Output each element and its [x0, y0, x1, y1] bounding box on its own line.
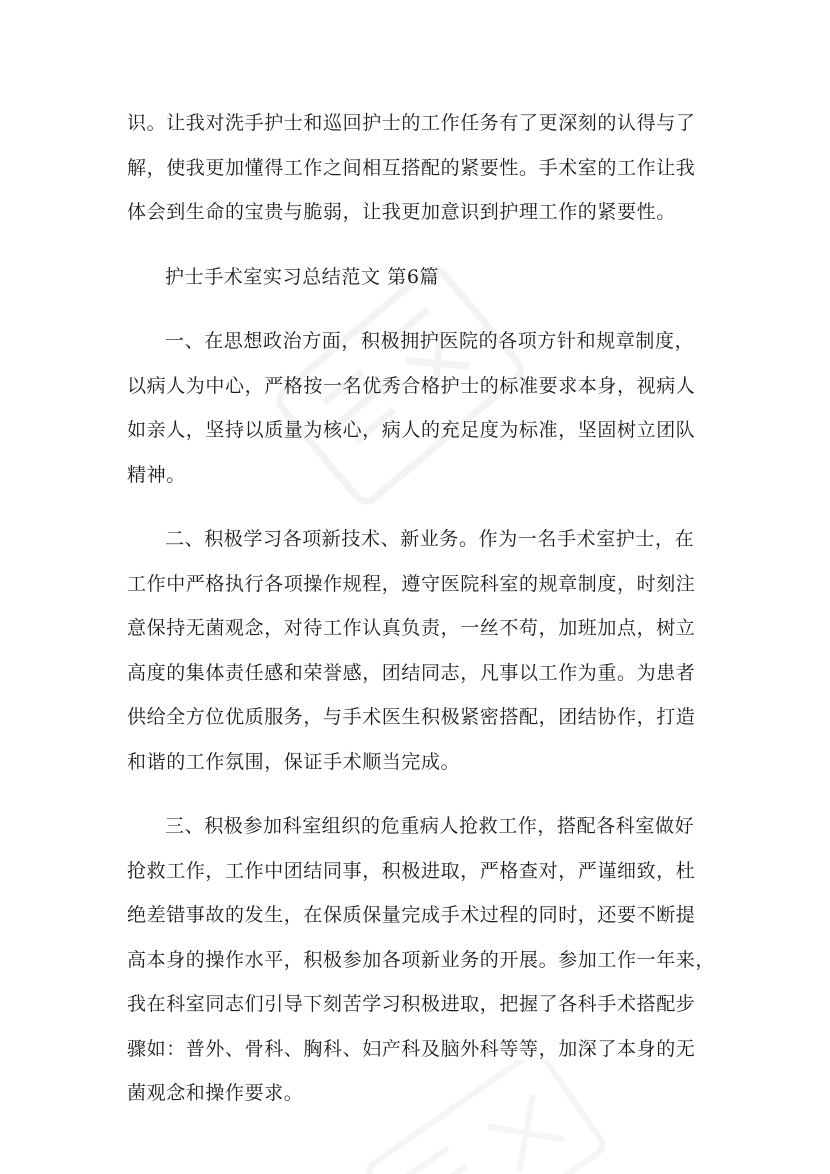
text-line: 解，使我更加懂得工作之间相互搭配的紧要性。手术室的工作让我 [127, 156, 696, 179]
intro-paragraph [127, 101, 707, 235]
document-body [127, 101, 716, 1116]
text-line: 高本身的操作水平，积极参加各项新业务的开展。参加工作一年来， [127, 948, 716, 971]
text-line: 高度的集体责任感和荣誉感，团结同志，凡事以工作为重。为患者 [127, 661, 696, 684]
paragraph-2 [127, 517, 707, 784]
paragraph-1 [127, 319, 707, 497]
text-line: 和谐的工作氛围，保证手术顺当完成。 [127, 750, 461, 773]
text-line: 识。让我对洗手护士和巡回护士的工作任务有了更深刻的认得与了 [127, 112, 696, 134]
section-heading: 护士手术室实习总结范文 第6篇 [165, 265, 440, 288]
text-line: 如亲人，坚持以质量为核心，病人的充足度为标准，坚固树立团队 [127, 419, 696, 441]
text-line: 精神。 [127, 463, 186, 486]
text-line: 供给全方位优质服务，与手术医生积极紧密搭配，团结协作，打造 [127, 706, 696, 728]
text-line: 工作中严格执行各项操作规程，遵守医院科室的规章制度，时刻注 [127, 572, 696, 595]
text-line: 意保持无菌观念，对待工作认真负责，一丝不苟，加班加点，树立 [127, 617, 696, 639]
text-line: 骤如：普外、骨科、胸科、妇产科及脑外科等等，加深了本身的无 [127, 1037, 696, 1060]
text-line: 菌观念和操作要求。 [127, 1082, 304, 1104]
text-line: 一、在思想政治方面，积极拥护医院的各项方针和规章制度， [165, 330, 695, 352]
text-line: 三、积极参加科室组织的危重病人抢救工作，搭配各科室做好 [165, 815, 695, 837]
text-line: 我在科室同志们引导下刻苦学习积极进取，把握了各科手术搭配步 [127, 993, 696, 1015]
text-line: 二、积极学习各项新技术、新业务。作为一名手术室护士，在 [165, 528, 695, 550]
text-line: 抢救工作，工作中团结同事，积极进取，严格查对，严谨细致，杜 [127, 859, 696, 882]
text-line: 绝差错事故的发生，在保质保量完成手术过程的同时，还要不断提 [127, 904, 696, 926]
text-line: 体会到生命的宝贵与脆弱，让我更加意识到护理工作的紧要性。 [127, 201, 676, 223]
text-line: 以病人为中心，严格按一名优秀合格护士的标准要求本身，视病人 [127, 374, 696, 397]
paragraph-3 [127, 804, 716, 1116]
